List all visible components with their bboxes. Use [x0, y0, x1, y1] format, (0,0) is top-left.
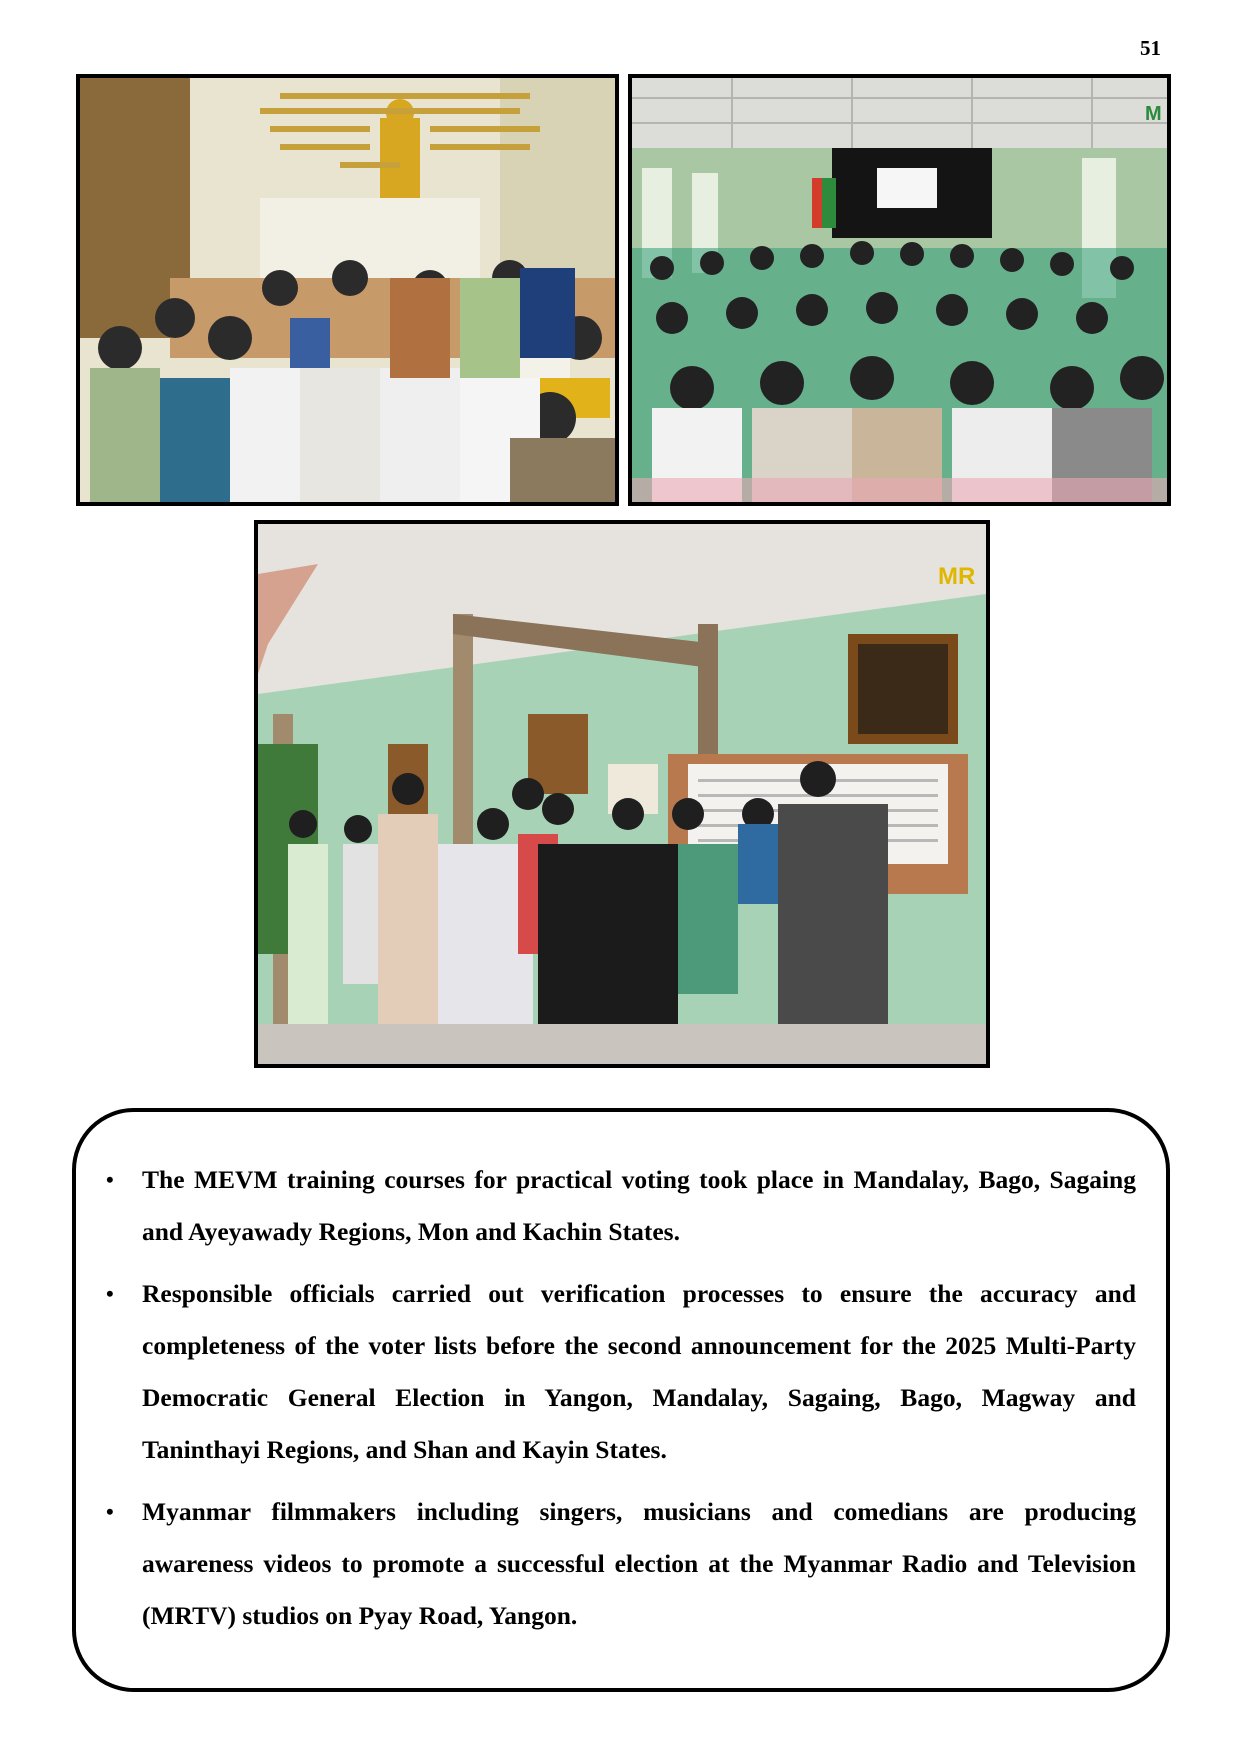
- page-number: 51: [1140, 36, 1161, 60]
- voter-list-logo-text: MR: [938, 563, 976, 590]
- caption-text: Responsible officials carried out verification processes to ensure the accuracy and completeness of the voter lists before the second announcement for the 2025 Multi-Party Democratic General Election in Yangon, Mandalay, Sagaing, Bago, Magway and Taninthayi Regions, and Shan and Kayin States.: [142, 1279, 1136, 1464]
- caption-text: Myanmar filmmakers including singers, musicians and comedians are producing awareness videos to promote a successful election at the Myanmar Radio and Television (MRTV) studios on Pyay Road, Yangon.: [142, 1497, 1136, 1630]
- caption-box: [72, 1108, 1170, 1692]
- voter-list-image: [258, 524, 986, 1064]
- photo-temple-training: [76, 74, 619, 506]
- hall-training-image: [632, 78, 1167, 502]
- caption-item: [76, 1154, 1166, 1258]
- bullet: •: [106, 1167, 114, 1192]
- caption-text: The MEVM training courses for practical voting took place in Mandalay, Bago, Sagaing and Ayeyawady Regions, Mon and Kachin States.: [142, 1165, 1136, 1246]
- bullet: •: [106, 1499, 114, 1524]
- temple-training-image: [80, 78, 615, 502]
- photo-voter-list-check: [254, 520, 990, 1068]
- bullet: •: [106, 1281, 114, 1306]
- hall-logo-text: M: [1145, 103, 1162, 125]
- caption-item: [76, 1486, 1166, 1642]
- photo-hall-training: [628, 74, 1171, 506]
- caption-list: [76, 1154, 1166, 1652]
- caption-item: [76, 1268, 1166, 1476]
